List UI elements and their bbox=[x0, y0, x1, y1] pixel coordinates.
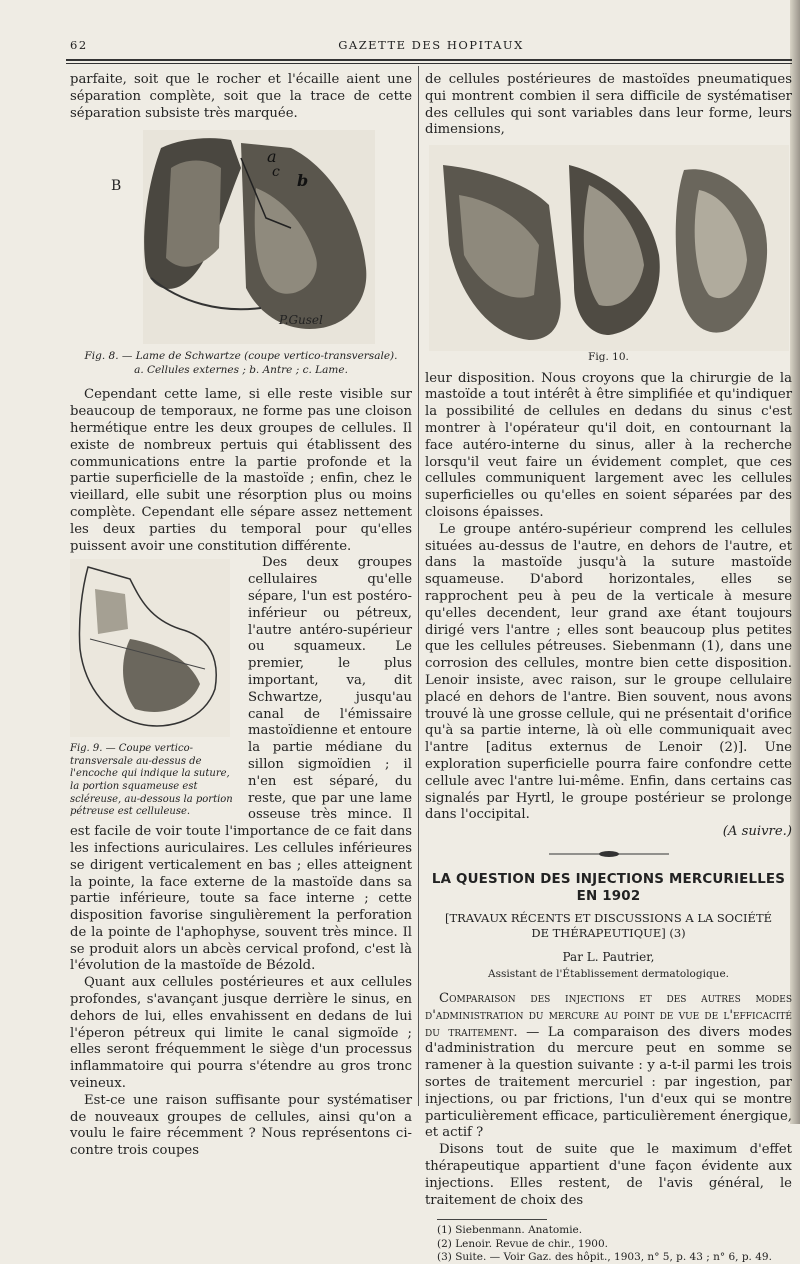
figure-8-signature: P.Gusel bbox=[279, 313, 323, 328]
figure-9-caption: Fig. 9. — Coupe vertico-transversale au-dessus de l'encoche qui indique la suture, la portion squameuse est scléreuse, au-dessous la portion pétreuse est celluleuse. bbox=[70, 743, 233, 818]
right-paragraph-3: Le groupe antéro-supérieur comprend les cellules situées au-dessus de l'autre, en dehors de l'autre, et dans la mastoïde jusqu'à la suture mastoïde squameuse. D'abord horizontales, elles se rapprochent peu à peu de la verticale à mesure qu'elles decendent, leur grand axe étant toujours dirigé vers l'antre ; elles sont beaucoup plus petites que les cellules pétreuses. Siebenmann (1), dans une corrosion des cellules, montre bien cette disposition. Lenoir insiste, avec raison, sur le groupe cellulaire placé en dehors de l'antre. Bien souvent, nous avons trouvé là une grosse cellule, qui ne présentait d'orifice qu'à sa partie interne, là où elle communiquait avec l'antre [aditus externus de Lenoir (2)]. Une exploration superficielle pourra faire confondre cette cellule avec l'antre lui-même. Enfin, dans certains cas signalés par Hyrtl, le groupe postérieur se prolonge dans l'occipital. bbox=[425, 521, 792, 823]
figure-10-illustration bbox=[429, 145, 789, 351]
article-author: Par L. Pautrier, bbox=[562, 950, 655, 965]
right-column bbox=[425, 72, 792, 1264]
left-paragraph-1: parfaite, soit que le rocher et l'écaille aient une séparation complète, soit que la trace de cette séparation subsiste très marquée. bbox=[70, 72, 412, 121]
left-column bbox=[70, 72, 412, 1160]
right-paragraph-1: de cellules postérieures de mastoïdes pneumatiques qui montrent combien il sera difficile de systématiser des cellules qui sont variables dans leur forme, leurs dimensions, bbox=[425, 72, 792, 138]
footnote-3: (3) Suite. — Voir Gaz. des hôpit., 1903, n° 5, p. 43 ; n° 6, p. 49. bbox=[437, 1250, 772, 1263]
left-paragraph-2: Cependant cette lame, si elle reste visible sur beaucoup de temporaux, ne forme pas une cloison hermétique entre les deux groupes de cellules. Il existe de nombreux pertuis qui établissent des communications entre la partie profonde et la partie superficielle de la mastoïde ; enfin, chez le vieillard, elle subit une résorption plus ou moins complète. Cependant elle sépare assez nettement les deux parties du temporal pour qu'elles puissent avoir une constitution différente. bbox=[70, 387, 412, 554]
header-rule-thin bbox=[66, 63, 792, 64]
article-title: LA QUESTION DES INJECTIONS MERCURIELLES EN 1902 bbox=[431, 871, 786, 904]
footnote-2: (2) Lenoir. Revue de chir., 1900. bbox=[437, 1237, 608, 1250]
article-subtitle-line-2: DE THÉRAPEUTIQUE] (3) bbox=[531, 926, 686, 941]
section-ornament bbox=[425, 847, 792, 864]
figure-8-caption-line-1: Fig. 8. — Lame de Schwartze (coupe vertico-transversale). bbox=[84, 350, 398, 363]
figure-8-label-c: c bbox=[272, 164, 280, 181]
figure-9-illustration bbox=[70, 559, 230, 737]
to-be-continued: (A suivre.) bbox=[722, 824, 792, 840]
figure-8-caption-line-2: a. Cellules externes ; b. Antre ; c. Lame. bbox=[134, 363, 348, 376]
figure-8-label-b-upper: B bbox=[111, 178, 122, 195]
figure-9 bbox=[70, 559, 238, 818]
left-paragraph-3: Des deux groupes cellulaires qu'elle sépare, l'un est postéro-inférieur ou pétreux, l'autre antéro-supérieur ou squameux. Le premier, le plus important, va, dit Schwartze, jusqu'au canal de l'émissaire mastoïdienne et entoure la partie médiane du sillon sigmoïdien ; il n'en est séparé, du reste, que par une lame osseuse très mince. Il est facile de voir toute l'importance de ce fait dans les infections auriculaires. Les cellules inférieures se dirigent verticalement en bas ; elles atteignent la pointe, la face externe de la mastoïde dans sa partie inférieure, toute sa face interne ; cette disposition favorise singulièrement la perforation de la pointe de l'aphophyse, souvent très mince. Il se produit alors un abcès cervical profond, c'est là l'évolution de la mastoïde de Bézold. bbox=[70, 555, 412, 974]
page-number: 62 bbox=[70, 38, 88, 52]
header-rule-thick bbox=[66, 59, 792, 61]
figure-8-caption bbox=[70, 350, 412, 377]
column-divider bbox=[418, 66, 419, 1106]
journal-title: GAZETTE DES HOPITAUX bbox=[338, 38, 524, 52]
footnote-rule bbox=[437, 1219, 547, 1220]
page-header bbox=[70, 38, 792, 58]
right-paragraph-4-lead: Comparaison des injections et des autres modes d'administration du mercure au point de vue de l'efficacité du traitement. bbox=[425, 990, 792, 1040]
figure-8-label-a: a bbox=[267, 147, 277, 167]
figure-8-label-b-lower: b bbox=[297, 171, 309, 191]
figure-8-illustration bbox=[91, 128, 391, 350]
figure-10-caption: Fig. 10. bbox=[588, 351, 629, 364]
right-paragraph-5: Disons tout de suite que le maximum d'effet thérapeutique appartient d'une façon évidente aux injections. Elles restent, de l'avis général, le traitement de choix des bbox=[425, 1142, 792, 1208]
right-paragraph-2: leur disposition. Nous croyons que la chirurgie de la mastoïde a tout intérêt à être simplifiée et qu'indiquer la possibilité de cellules en dedans du sinus c'est montrer à l'opérateur qu'il doit, en contournant la face autéro-interne du sinus, aller à la recherche lorsqu'il veut faire un évidement complet, que ces cellules communiquent largement avec les cellules superficielles ou qu'elles en soient séparées par des cloisons épaisses. bbox=[425, 370, 792, 521]
footnote-1: (1) Siebenmann. Anatomie. bbox=[437, 1224, 583, 1237]
author-role: Assistant de l'Établissement dermatologique. bbox=[488, 968, 729, 981]
right-paragraph-4 bbox=[425, 991, 792, 1142]
left-paragraph-5: Est-ce une raison suffisante pour systématiser de nouveaux groupes de cellules, ainsi qu'on a voulu le faire récemment ? Nous représentons ci-contre trois coupes bbox=[70, 1092, 412, 1159]
left-paragraph-4: Quant aux cellules postérieures et aux cellules profondes, s'avançant jusque derrière le sinus, en dehors de lui, elles envahissent en dedans de lui l'éperon pétreux qui limite le canal sigmoïde ; elles seront fréquemment le siège d'un processus inflammatoire qui pourra s'étendre au gros tronc veineux. bbox=[70, 975, 412, 1092]
article-subtitle-line-1: [TRAVAUX RÉCENTS ET DISCUSSIONS A LA SOCIÉTÉ bbox=[444, 911, 773, 926]
right-paragraph-4-body: — La comparaison des divers modes d'administration du mercure peut en somme se ramener à la question suivante : y a-t-il parmi les trois sortes de traitement mercuriel : par ingestion, par injections, ou par frictions, l'un d'eux qui se montre particulièrement efficace, particulièrement énergique, et actif ? bbox=[425, 1024, 792, 1141]
